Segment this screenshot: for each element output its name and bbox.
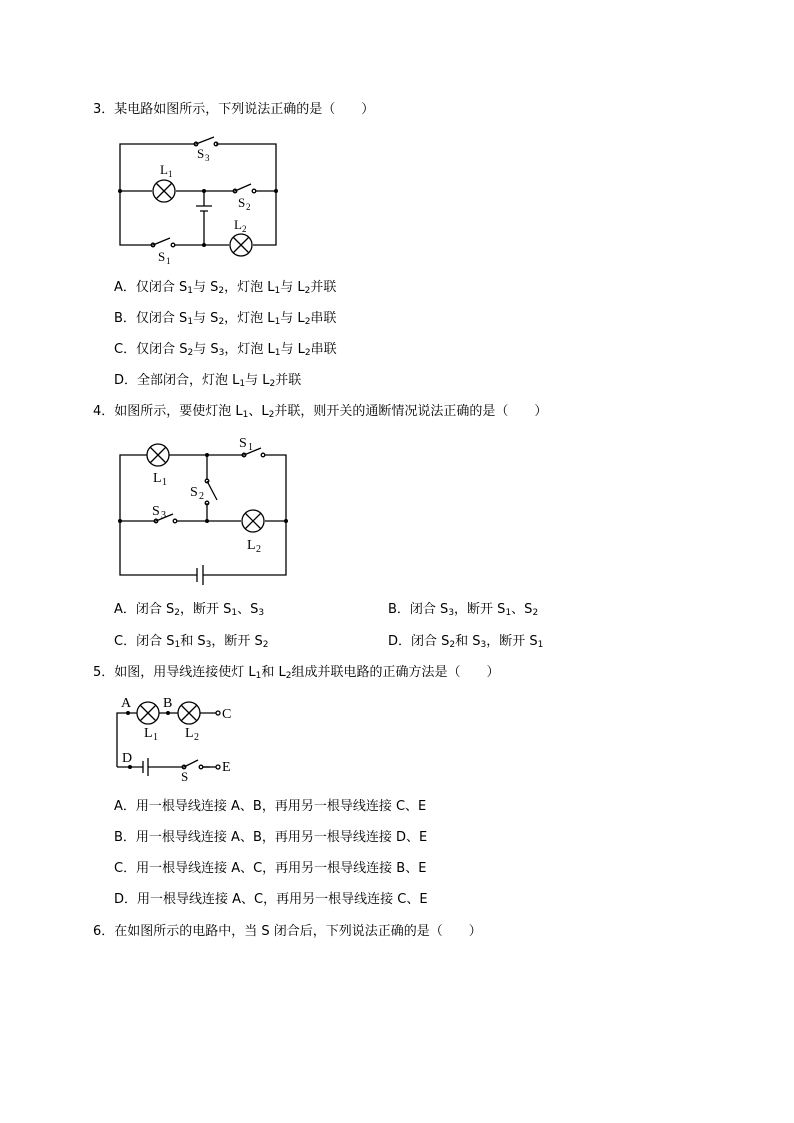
- q3-l2-label: L: [234, 217, 242, 232]
- q5-label-e: E: [222, 760, 231, 775]
- q5-label-c: C: [222, 707, 232, 722]
- q3-option-a: A．仅闭合 $S_1$与 $S_2$，灯泡 $L_1$与 $L_2$并联: [114, 280, 337, 296]
- q5-option-d: D．用一根导线连接 A、C，再用另一根导线连接 C、E: [114, 892, 428, 907]
- q5-option-b: B．用一根导线连接 A、B，再用另一根导线连接 D、E: [114, 830, 428, 845]
- q6-stem: 6．在如图所示的电路中，当 S 闭合后，下列说法正确的是（ ）: [93, 924, 482, 939]
- q4-option-c: C．闭合 $S_1$和 $S_3$，断开 $S_2$: [114, 634, 269, 650]
- q3-s1-label: S: [158, 249, 166, 264]
- q3-option-b: B．仅闭合 $S_1$与 $S_2$，灯泡 $L_1$与 $L_2$串联: [114, 311, 337, 327]
- svg-text:1: 1: [166, 256, 171, 266]
- svg-text:2: 2: [256, 544, 261, 555]
- q4-s3-label: S: [152, 504, 160, 519]
- svg-text:2: 2: [194, 732, 199, 743]
- q3-s3-label: S: [197, 146, 205, 161]
- q3-option-c: C．仅闭合 $S_2$与 $S_3$，灯泡 $L_1$与 $L_2$串联: [114, 342, 337, 358]
- svg-text:3: 3: [161, 510, 166, 521]
- svg-text:3: 3: [205, 153, 210, 163]
- q5-l2-label: L: [185, 726, 194, 741]
- q5-stem: 5．如图，用导线连接使灯 $L_1$和 $L_2$组成并联电路的正确方法是（ ）: [93, 665, 500, 681]
- q4-option-d: D．闭合 $S_2$和 $S_3$，断开 $S_1$: [388, 634, 544, 650]
- svg-text:2: 2: [246, 202, 251, 212]
- q3-s2-label: S: [238, 195, 246, 210]
- q4-s1-label: S: [239, 436, 247, 451]
- svg-text:1: 1: [168, 169, 173, 179]
- q5-l1-label: L: [144, 726, 153, 741]
- q5-label-d: D: [122, 751, 133, 766]
- q4-l1-label: L: [153, 471, 162, 486]
- q5-s-label: S: [181, 769, 189, 784]
- q5-option-c: C．用一根导线连接 A、C，再用另一根导线连接 B、E: [114, 861, 427, 876]
- q4-option-b: B．闭合 $S_3$，断开 $S_1$、$S_2$: [388, 602, 539, 618]
- svg-text:1: 1: [153, 732, 158, 743]
- svg-text:1: 1: [162, 477, 167, 488]
- q4-option-a: A．闭合 $S_2$，断开 $S_1$、$S_3$: [114, 602, 265, 618]
- q3-l1-label: L: [160, 162, 168, 177]
- q5-label-b: B: [163, 696, 173, 711]
- q5-option-a: A．用一根导线连接 A、B，再用另一根导线连接 C、E: [114, 799, 427, 814]
- q4-stem: 4．如图所示，要使灯泡 $L_1$、$L_2$并联，则开关的通断情况说法正确的是（ ）: [93, 404, 548, 420]
- q4-l2-label: L: [247, 538, 256, 553]
- q5-label-a: A: [121, 696, 132, 711]
- svg-text:2: 2: [199, 491, 204, 502]
- svg-text:2: 2: [242, 224, 247, 234]
- q4-s2-label: S: [190, 485, 198, 500]
- svg-text:1: 1: [248, 442, 253, 453]
- q3-stem: 3．某电路如图所示，下列说法正确的是（ ）: [93, 102, 375, 117]
- q3-option-d: D．全部闭合，灯泡 $L_1$与 $L_2$并联: [114, 373, 302, 389]
